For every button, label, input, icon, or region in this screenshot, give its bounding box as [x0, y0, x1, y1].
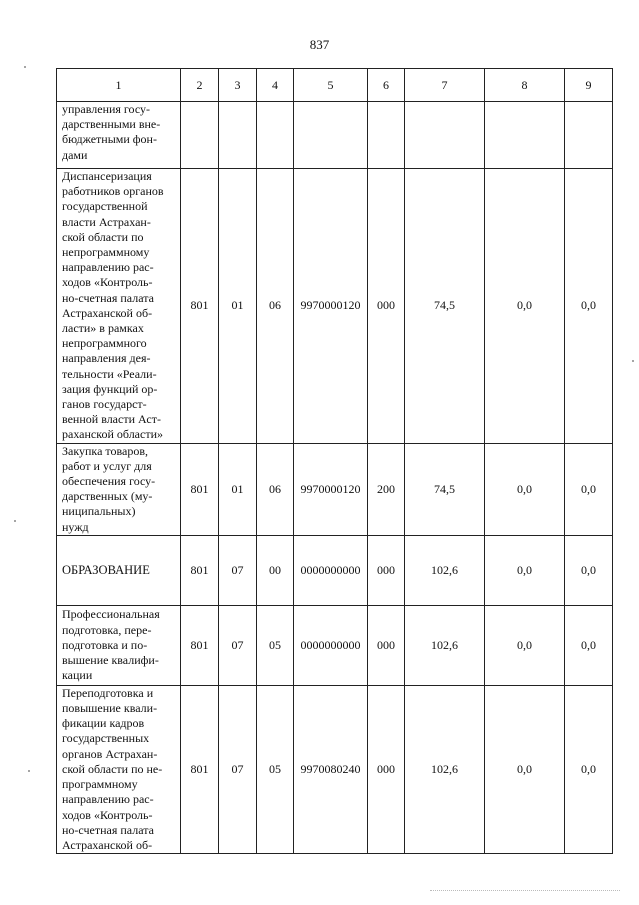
cell-c6: 200 [368, 443, 405, 535]
header-cell: 7 [405, 69, 485, 102]
row-name-cell: Закупка товаров, работ и услуг для обеспечения госу- дарственных (му- ниципальных) нужд [57, 443, 181, 535]
cell-c9: 0,0 [565, 605, 613, 685]
cell-c9 [565, 102, 613, 169]
row-name-cell: ОБРАЗОВАНИЕ [57, 535, 181, 605]
cell-c4: 05 [257, 685, 294, 853]
cell-c2: 801 [181, 605, 219, 685]
cell-c6: 000 [368, 169, 405, 444]
header-cell: 9 [565, 69, 613, 102]
table-row [57, 535, 613, 605]
cell-c7 [405, 102, 485, 169]
cell-c3: 07 [219, 535, 257, 605]
cell-c3: 07 [219, 685, 257, 853]
cell-c2: 801 [181, 443, 219, 535]
cell-c5: 0000000000 [294, 605, 368, 685]
cell-c4 [257, 102, 294, 169]
scan-noise-line [430, 888, 620, 891]
cell-c4: 06 [257, 169, 294, 444]
cell-c2: 801 [181, 535, 219, 605]
table-row [57, 169, 613, 444]
page-number: 837 [309, 37, 330, 52]
scan-speck [632, 360, 634, 362]
cell-c9: 0,0 [565, 535, 613, 605]
cell-c4: 00 [257, 535, 294, 605]
header-cell: 6 [368, 69, 405, 102]
cell-c7: 74,5 [405, 169, 485, 444]
row-name-cell: управления госу- дарственными вне- бюджетными фон- дами [57, 102, 181, 169]
cell-c6 [368, 102, 405, 169]
table-row [57, 102, 613, 169]
header-cell: 5 [294, 69, 368, 102]
row-name-cell: Профессиональная подготовка, пере- подготовка и по- вышение квалифи- кации [57, 605, 181, 685]
cell-c5: 9970000120 [294, 169, 368, 444]
cell-c9: 0,0 [565, 685, 613, 853]
header-cell: 1 [57, 69, 181, 102]
scan-speck [28, 770, 30, 772]
table-row [57, 685, 613, 853]
budget-table [56, 68, 613, 854]
cell-c8: 0,0 [485, 685, 565, 853]
cell-c8 [485, 102, 565, 169]
cell-c6: 000 [368, 535, 405, 605]
cell-c5: 0000000000 [294, 535, 368, 605]
table-row [57, 443, 613, 535]
cell-c2: 801 [181, 685, 219, 853]
row-name-cell: Переподготовка и повышение квали- фикации кадров государственных органов Астрахан- ской области по не- программному направлению рас- ходов «Контроль- но-счетная палата Астраханской об- [57, 685, 181, 853]
cell-c5 [294, 102, 368, 169]
scan-speck [24, 66, 26, 68]
cell-c7: 102,6 [405, 605, 485, 685]
table-header-row [57, 69, 613, 102]
cell-c5: 9970080240 [294, 685, 368, 853]
cell-c8: 0,0 [485, 605, 565, 685]
cell-c3 [219, 102, 257, 169]
cell-c7: 102,6 [405, 535, 485, 605]
cell-c8: 0,0 [485, 169, 565, 444]
cell-c6: 000 [368, 685, 405, 853]
cell-c8: 0,0 [485, 535, 565, 605]
cell-c4: 06 [257, 443, 294, 535]
row-name-cell: Диспансеризация работников органов государственной власти Астрахан- ской области по непрограммному направлению рас- ходов «Контроль- но-счетная палата Астраханской об- ласти» в рамках непрограммного направления дея- тельности «Реали- зация функций ор- ганов государст- венной власти Аст- раханской области» [57, 169, 181, 444]
cell-c5: 9970000120 [294, 443, 368, 535]
cell-c7: 74,5 [405, 443, 485, 535]
cell-c3: 01 [219, 443, 257, 535]
header-cell: 4 [257, 69, 294, 102]
cell-c3: 07 [219, 605, 257, 685]
cell-c7: 102,6 [405, 685, 485, 853]
header-cell: 2 [181, 69, 219, 102]
header-cell: 8 [485, 69, 565, 102]
cell-c9: 0,0 [565, 443, 613, 535]
table-row [57, 605, 613, 685]
cell-c3: 01 [219, 169, 257, 444]
cell-c4: 05 [257, 605, 294, 685]
cell-c9: 0,0 [565, 169, 613, 444]
cell-c6: 000 [368, 605, 405, 685]
cell-c2 [181, 102, 219, 169]
scan-speck [14, 520, 16, 522]
cell-c2: 801 [181, 169, 219, 444]
cell-c8: 0,0 [485, 443, 565, 535]
header-cell: 3 [219, 69, 257, 102]
